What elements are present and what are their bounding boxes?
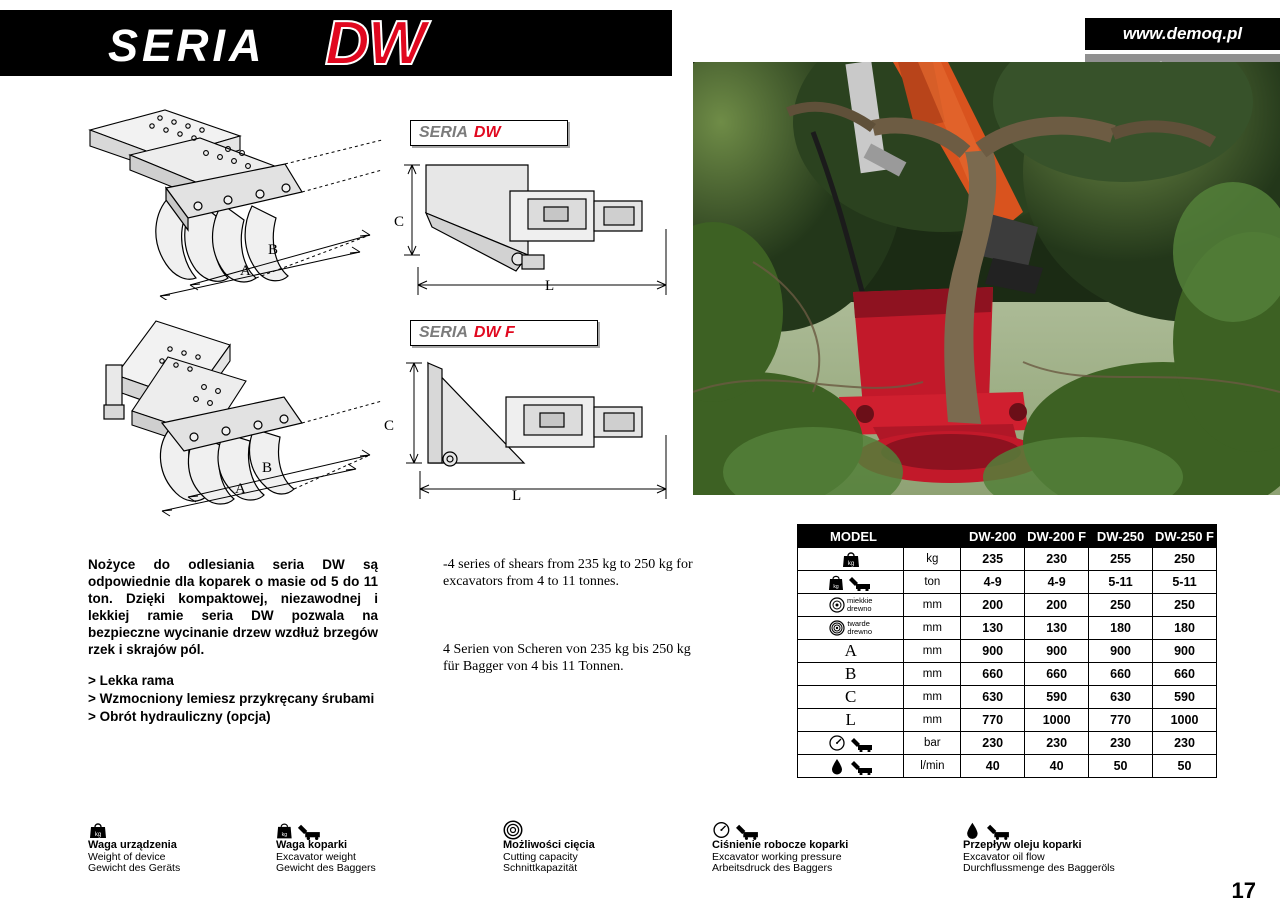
unit-cell: mm <box>904 594 961 617</box>
tag-seria-label-2: SERIA <box>419 324 468 341</box>
weight-device-icon <box>798 548 904 571</box>
dim-label-b: B <box>268 242 279 258</box>
excavator-weight-icon <box>798 571 904 594</box>
dim-label-l: L <box>545 278 555 294</box>
description-de: 4 Serien von Scheren von 235 kg bis 250 kg für Bagger von 4 bis 11 Tonnen. <box>443 642 691 674</box>
excavator-weight-icon <box>276 820 324 840</box>
legend-pl: Waga urządzenia <box>88 839 177 851</box>
drawing-dwf-perspective <box>70 305 400 520</box>
cell-value: 200 <box>961 594 1025 617</box>
cell-value: 660 <box>961 663 1025 686</box>
table-row <box>798 686 1217 709</box>
table-row <box>798 594 1217 617</box>
legend-en: Weight of device <box>88 850 166 863</box>
unit-cell: mm <box>904 686 961 709</box>
header-dw250: DW-250 <box>1089 525 1153 548</box>
legend-en: Excavator oil flow <box>963 850 1045 863</box>
website-badge[interactable]: www.demoq.pl <box>1085 18 1280 50</box>
legend-de: Gewicht des Geräts <box>88 862 181 874</box>
unit-cell: l/min <box>904 755 961 778</box>
svg-text:kg: kg <box>847 561 854 567</box>
drawing-dwf-side <box>398 355 688 505</box>
oil-flow-icon <box>798 755 904 778</box>
cell-value: 230 <box>1025 732 1089 755</box>
table-row <box>798 732 1217 755</box>
legend-item-weight-device <box>88 820 180 875</box>
model-title: DW <box>325 9 425 78</box>
weight-device-icon <box>88 820 108 840</box>
dim-label-l-2: L <box>512 488 522 504</box>
table-row <box>798 755 1217 778</box>
drawing-dw-perspective <box>70 100 400 300</box>
cell-value: 255 <box>1089 548 1153 571</box>
soft-wood-label: miekkie drewno <box>846 596 873 613</box>
cutting-capacity-icon <box>503 820 523 840</box>
cell-value: 130 <box>1025 617 1089 640</box>
header-dw200f: DW-200 F <box>1025 525 1089 548</box>
page-number: 17 <box>1231 878 1256 903</box>
dimension-label-l: L <box>798 709 904 732</box>
tag-dw-label: DW <box>473 124 501 141</box>
svg-text:kg: kg <box>281 832 288 839</box>
svg-text:kg: kg <box>833 584 839 590</box>
pressure-icon <box>798 732 904 755</box>
cell-value: 900 <box>961 640 1025 663</box>
cell-value: 5-11 <box>1153 571 1217 594</box>
header-model: MODEL <box>798 525 961 548</box>
tag-dwf-label: DW F <box>473 324 515 341</box>
cell-value: 250 <box>1153 548 1217 571</box>
cell-value: 4-9 <box>1025 571 1089 594</box>
cell-value: 770 <box>1089 709 1153 732</box>
cell-value: 900 <box>1025 640 1089 663</box>
oil-flow-icon <box>963 820 1011 840</box>
legend-de: Gewicht des Baggers <box>276 862 376 874</box>
cell-value: 900 <box>1153 640 1217 663</box>
unit-cell: kg <box>904 548 961 571</box>
legend-item-pressure <box>712 820 848 875</box>
product-photo <box>693 62 1280 495</box>
cell-value: 590 <box>1025 686 1089 709</box>
cell-value: 660 <box>1025 663 1089 686</box>
table-row <box>798 571 1217 594</box>
cell-value: 130 <box>961 617 1025 640</box>
cell-value: 630 <box>1089 686 1153 709</box>
cell-value: 5-11 <box>1089 571 1153 594</box>
dim-label-c-2: C <box>384 418 395 434</box>
legend-pl: Przepływ oleju koparki <box>963 839 1082 851</box>
unit-cell: mm <box>904 709 961 732</box>
feature-item-1: > Lekka rama <box>88 673 174 688</box>
cell-value: 50 <box>1089 755 1153 778</box>
legend-item-cutting-capacity <box>503 820 595 875</box>
legend-de: Durchflussmenge des Baggeröls <box>963 862 1115 874</box>
cell-value: 40 <box>961 755 1025 778</box>
unit-cell: bar <box>904 732 961 755</box>
spec-table <box>797 524 1217 778</box>
hard-wood-label: twarde drewno <box>847 619 872 636</box>
header-dw200: DW-200 <box>961 525 1025 548</box>
cell-value: 50 <box>1153 755 1217 778</box>
cell-value: 230 <box>1153 732 1217 755</box>
table-header-row <box>798 525 1217 548</box>
cell-value: 250 <box>1153 594 1217 617</box>
legend-en: Cutting capacity <box>503 850 578 863</box>
dim-label-a: A <box>240 263 251 279</box>
legend-item-excavator-weight <box>276 820 376 875</box>
cell-value: 230 <box>961 732 1025 755</box>
dimension-label-c: C <box>798 686 904 709</box>
unit-cell: mm <box>904 640 961 663</box>
tag-seria-dw <box>410 120 568 146</box>
cell-value: 250 <box>1089 594 1153 617</box>
description-pl: Nożyce do odlesiania seria DW są odpowiednie dla koparek o masie od 5 do 11 ton. Dzięki kompaktowej, niezawodnej i lekkiej ramie seria DW pozwala na bezpieczne wycinanie drzew wzdłuż brzegów rzek i skrajów pól. <box>88 557 378 657</box>
series-title: SERIA <box>108 20 266 71</box>
legend-en: Excavator weight <box>276 850 356 863</box>
dimension-label-a: A <box>798 640 904 663</box>
unit-cell: mm <box>904 617 961 640</box>
legend <box>0 820 1280 890</box>
header-dw250f: DW-250 F <box>1153 525 1217 548</box>
table-row <box>798 640 1217 663</box>
pressure-icon <box>712 820 760 840</box>
cell-value: 180 <box>1089 617 1153 640</box>
cell-value: 630 <box>961 686 1025 709</box>
cell-value: 230 <box>1089 732 1153 755</box>
tag-seria-label: SERIA <box>419 124 468 141</box>
table-row <box>798 617 1217 640</box>
drawing-dw-side <box>398 155 688 300</box>
cell-value: 180 <box>1153 617 1217 640</box>
dimension-label-b: B <box>798 663 904 686</box>
dim-label-b-2: B <box>262 460 273 476</box>
cell-value: 590 <box>1153 686 1217 709</box>
cell-value: 4-9 <box>961 571 1025 594</box>
cell-value: 1000 <box>1025 709 1089 732</box>
tag-seria-dwf <box>410 320 598 346</box>
soft-wood-icon <box>798 594 904 617</box>
features-list <box>88 672 383 726</box>
feature-item-3: > Obrót hydrauliczny (opcja) <box>88 709 271 724</box>
svg-text:kg: kg <box>94 832 102 838</box>
unit-cell: mm <box>904 663 961 686</box>
table-row <box>798 663 1217 686</box>
cell-value: 1000 <box>1153 709 1217 732</box>
table-row <box>798 709 1217 732</box>
cell-value: 660 <box>1089 663 1153 686</box>
unit-cell: ton <box>904 571 961 594</box>
legend-pl: Możliwości cięcia <box>503 839 595 851</box>
cell-value: 200 <box>1025 594 1089 617</box>
dim-label-c: C <box>394 214 405 230</box>
cell-value: 40 <box>1025 755 1089 778</box>
cell-value: 235 <box>961 548 1025 571</box>
table-row <box>798 548 1217 571</box>
legend-pl: Ciśnienie robocze koparki <box>712 839 849 851</box>
cell-value: 230 <box>1025 548 1089 571</box>
dim-label-a-2: A <box>235 481 246 497</box>
legend-de: Arbeitsdruck des Baggers <box>712 862 833 874</box>
legend-de: Schnittkapazität <box>503 862 578 874</box>
legend-pl: Waga koparki <box>276 839 348 851</box>
description-en: -4 series of shears from 235 kg to 250 kg for excavators from 4 to 11 tonnes. <box>443 557 693 589</box>
feature-item-2: > Wzmocniony lemiesz przykręcany śrubami <box>88 691 375 706</box>
legend-en: Excavator working pressure <box>712 850 842 863</box>
legend-item-oil-flow <box>963 820 1115 875</box>
cell-value: 660 <box>1153 663 1217 686</box>
hard-wood-icon <box>798 617 904 640</box>
cell-value: 900 <box>1089 640 1153 663</box>
cell-value: 770 <box>961 709 1025 732</box>
